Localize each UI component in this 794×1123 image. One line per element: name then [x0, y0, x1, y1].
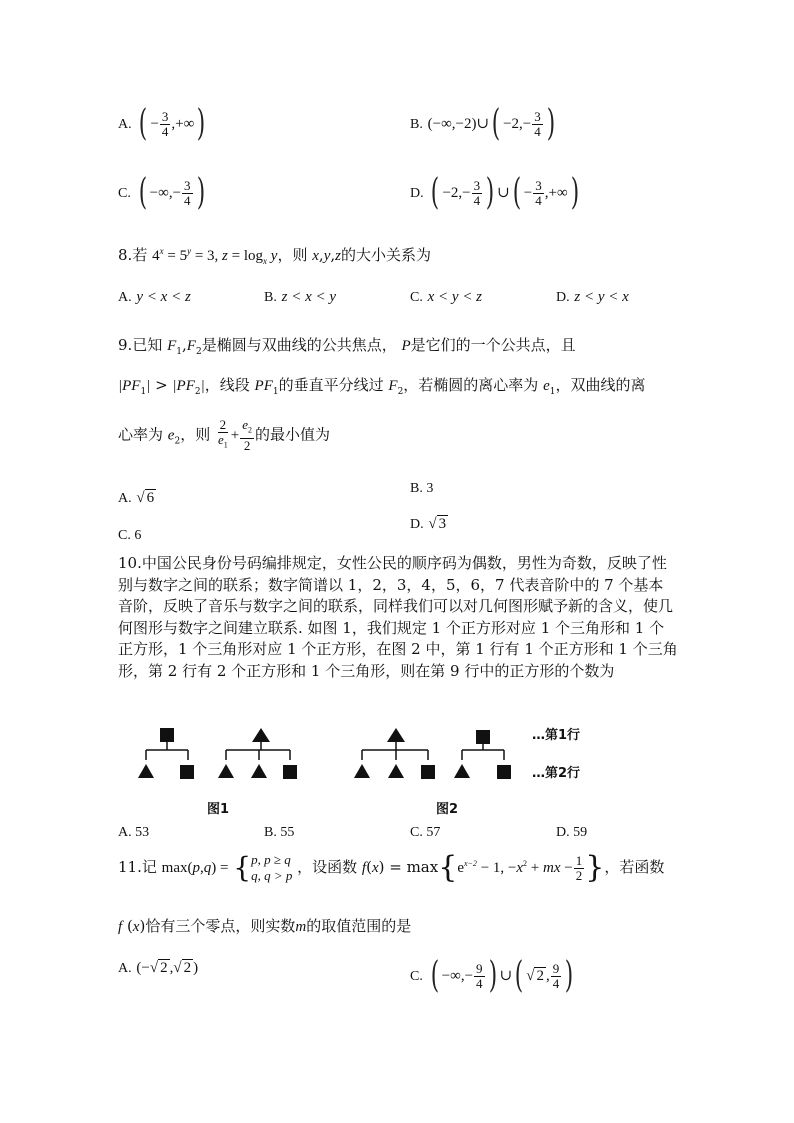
option-label: B. [264, 290, 277, 305]
q9-option-c [118, 525, 141, 544]
q11-text: 恰有三个零点，则实数 [145, 917, 296, 935]
q10-option-a: A. 53 [118, 825, 150, 840]
option-label: C. [118, 186, 131, 201]
option-value: x < y < z [427, 289, 483, 305]
question-number: 11. [118, 858, 142, 876]
q7-option-a: A. ( − $\frac{3}{4}$ ,+∞) [118, 103, 206, 144]
q8-option-c [410, 287, 482, 306]
triangle-shape [218, 764, 234, 778]
q9-text: ，双曲线的离 [555, 376, 646, 394]
q11-text: 的取值范围的是 [306, 917, 412, 935]
q8-option-a [118, 287, 191, 306]
row1-label: …第1行 [532, 728, 581, 743]
option-label: A. [118, 290, 132, 305]
q9-text: 心率为 [118, 425, 164, 444]
option-value: z < x < y [281, 289, 337, 305]
q8-text: 若 [132, 246, 148, 264]
q8-stem: 8.若 $4^x = 5^y = 3$, $z = \log_x y$，则 x,y,z的大小关系为 [118, 246, 432, 266]
option-label: A. [118, 961, 132, 976]
q11-option-a: A. (−√ 2 ,√ 2 ) [118, 960, 199, 976]
q9-text: 已知 [132, 336, 163, 354]
option-label: C. [410, 969, 423, 984]
q11-option-c: C. ( −∞,− $\frac{9}{4}$ ) ∪( √ 2 , $\frac{9}{4}$ ) [410, 955, 574, 996]
q8-text: 的大小关系为 [341, 246, 432, 264]
option-value: z < y < x [574, 289, 629, 305]
q8-text: ，则 [277, 246, 308, 264]
question-number: 8. [118, 246, 133, 264]
triangle-shape [388, 764, 404, 778]
fig1-caption: 图1 [207, 802, 230, 817]
square-shape [497, 765, 511, 779]
fig2-caption: 图2 [436, 802, 459, 817]
q11-line2: f (x)恰有三个零点，则实数m的取值范围的是 [118, 917, 412, 935]
option-label: D. [556, 290, 570, 305]
triangle-shape [454, 764, 470, 778]
triangle-shape [387, 728, 405, 742]
option-label: C. [410, 290, 423, 305]
triangle-shape [138, 764, 154, 778]
q9-text: 的垂直平分线过 [278, 376, 384, 394]
q9-line2: $|PF_1| > |PF_2|$，线段 $PF_1$的垂直平分线过 $F_2$，若椭圆的离心率为 $e_1$，双曲线的离 [118, 376, 646, 397]
q9-text: 是椭圆与双曲线的公共焦点， [201, 336, 397, 354]
q9-text: 是它们的一个公共点，且 [410, 336, 576, 354]
option-label: C. 6 [118, 528, 142, 543]
q10-option-d: D. 59 [556, 825, 588, 840]
option-value: y < x < z [136, 289, 191, 305]
q11-text: ，设函数 [297, 858, 358, 876]
q9-option-d: D. √ 3 [410, 516, 447, 532]
square-shape [180, 765, 194, 779]
option-label: D. [410, 186, 424, 201]
q9-text: ，线段 [204, 376, 250, 394]
q11-line1: 11.记 max(p,q) = { p, p ≥ q q, q > p ，设函数 $f(x) = \max\{e^{x-2} - 1$, $-x^2$ + mx − $\frac{1}{2}$ }，若函数 [118, 850, 665, 885]
q7-option-b: B. (−∞,−2)∪( −2,− $\frac{3}{4}$ ) [410, 103, 556, 144]
q10-option-c: C. 57 [410, 825, 441, 840]
q9-line1: 9.已知 $F_1,F_2$是椭圆与双曲线的公共焦点， P是它们的一个公共点，且 [118, 336, 576, 357]
q8-option-b [264, 287, 336, 306]
q8-option-d [556, 287, 629, 306]
q10-option-b: B. 55 [264, 825, 295, 840]
square-shape [160, 728, 174, 742]
q11-text: ，若函数 [604, 858, 665, 876]
triangle-shape [252, 728, 270, 742]
q9-option-b [410, 478, 433, 497]
q9-text: ，若椭圆的离心率为 [403, 376, 539, 394]
option-label: A. [118, 117, 132, 132]
q7-option-c: C. ( −∞,− $\frac{3}{4}$ ) [118, 172, 205, 213]
square-shape [421, 765, 435, 779]
option-label: D. [410, 517, 424, 532]
triangle-shape [354, 764, 370, 778]
option-label: B. [410, 117, 423, 132]
q9-text: ，则 [180, 425, 211, 444]
q10-stem: 10.中国公民身份号码编排规定，女性公民的顺序码为偶数，男性为奇数，反映了性别与数字之间的联系；数字简谱以 1，2，3，4，5，6，7 代表音阶中的 7 个基本音阶，反映了音乐与数字之间的联系，同样我们可以对几何图形赋予新的含义，使几何图形与数字之间建立联系. 如图 1，我们规定 1 个正方形对应 1 个三角形和 1 个正方形，1 个三角形对应 1 个正方形，在图 2 中，第 1 行有 1 个正方形和 1 个三角形，第 2 行有 2 个正方形和 1 个三角形，则在第 9 行中的正方形的个数为 [118, 554, 678, 680]
option-label: B. 3 [410, 481, 434, 496]
square-shape [283, 765, 297, 779]
triangle-shape [251, 764, 267, 778]
square-shape [476, 730, 490, 744]
q9-text: 的最小值为 [255, 425, 331, 444]
row2-label: …第2行 [532, 766, 581, 781]
q9-option-a: A. √ 6 [118, 490, 155, 506]
q9-line3: 心率为 $e_2$，则 $\frac{2}{e_1}$ + $\frac{e_2}{2}$ 的最小值为 [118, 417, 331, 453]
question-number: 9. [118, 336, 133, 354]
q7-option-d: D. ( −2,− $\frac{3}{4}$ ) ∪( − $\frac{3}{4}$ ,+∞) [410, 172, 579, 213]
option-label: A. [118, 491, 132, 506]
q11-text: 记 [141, 858, 157, 876]
